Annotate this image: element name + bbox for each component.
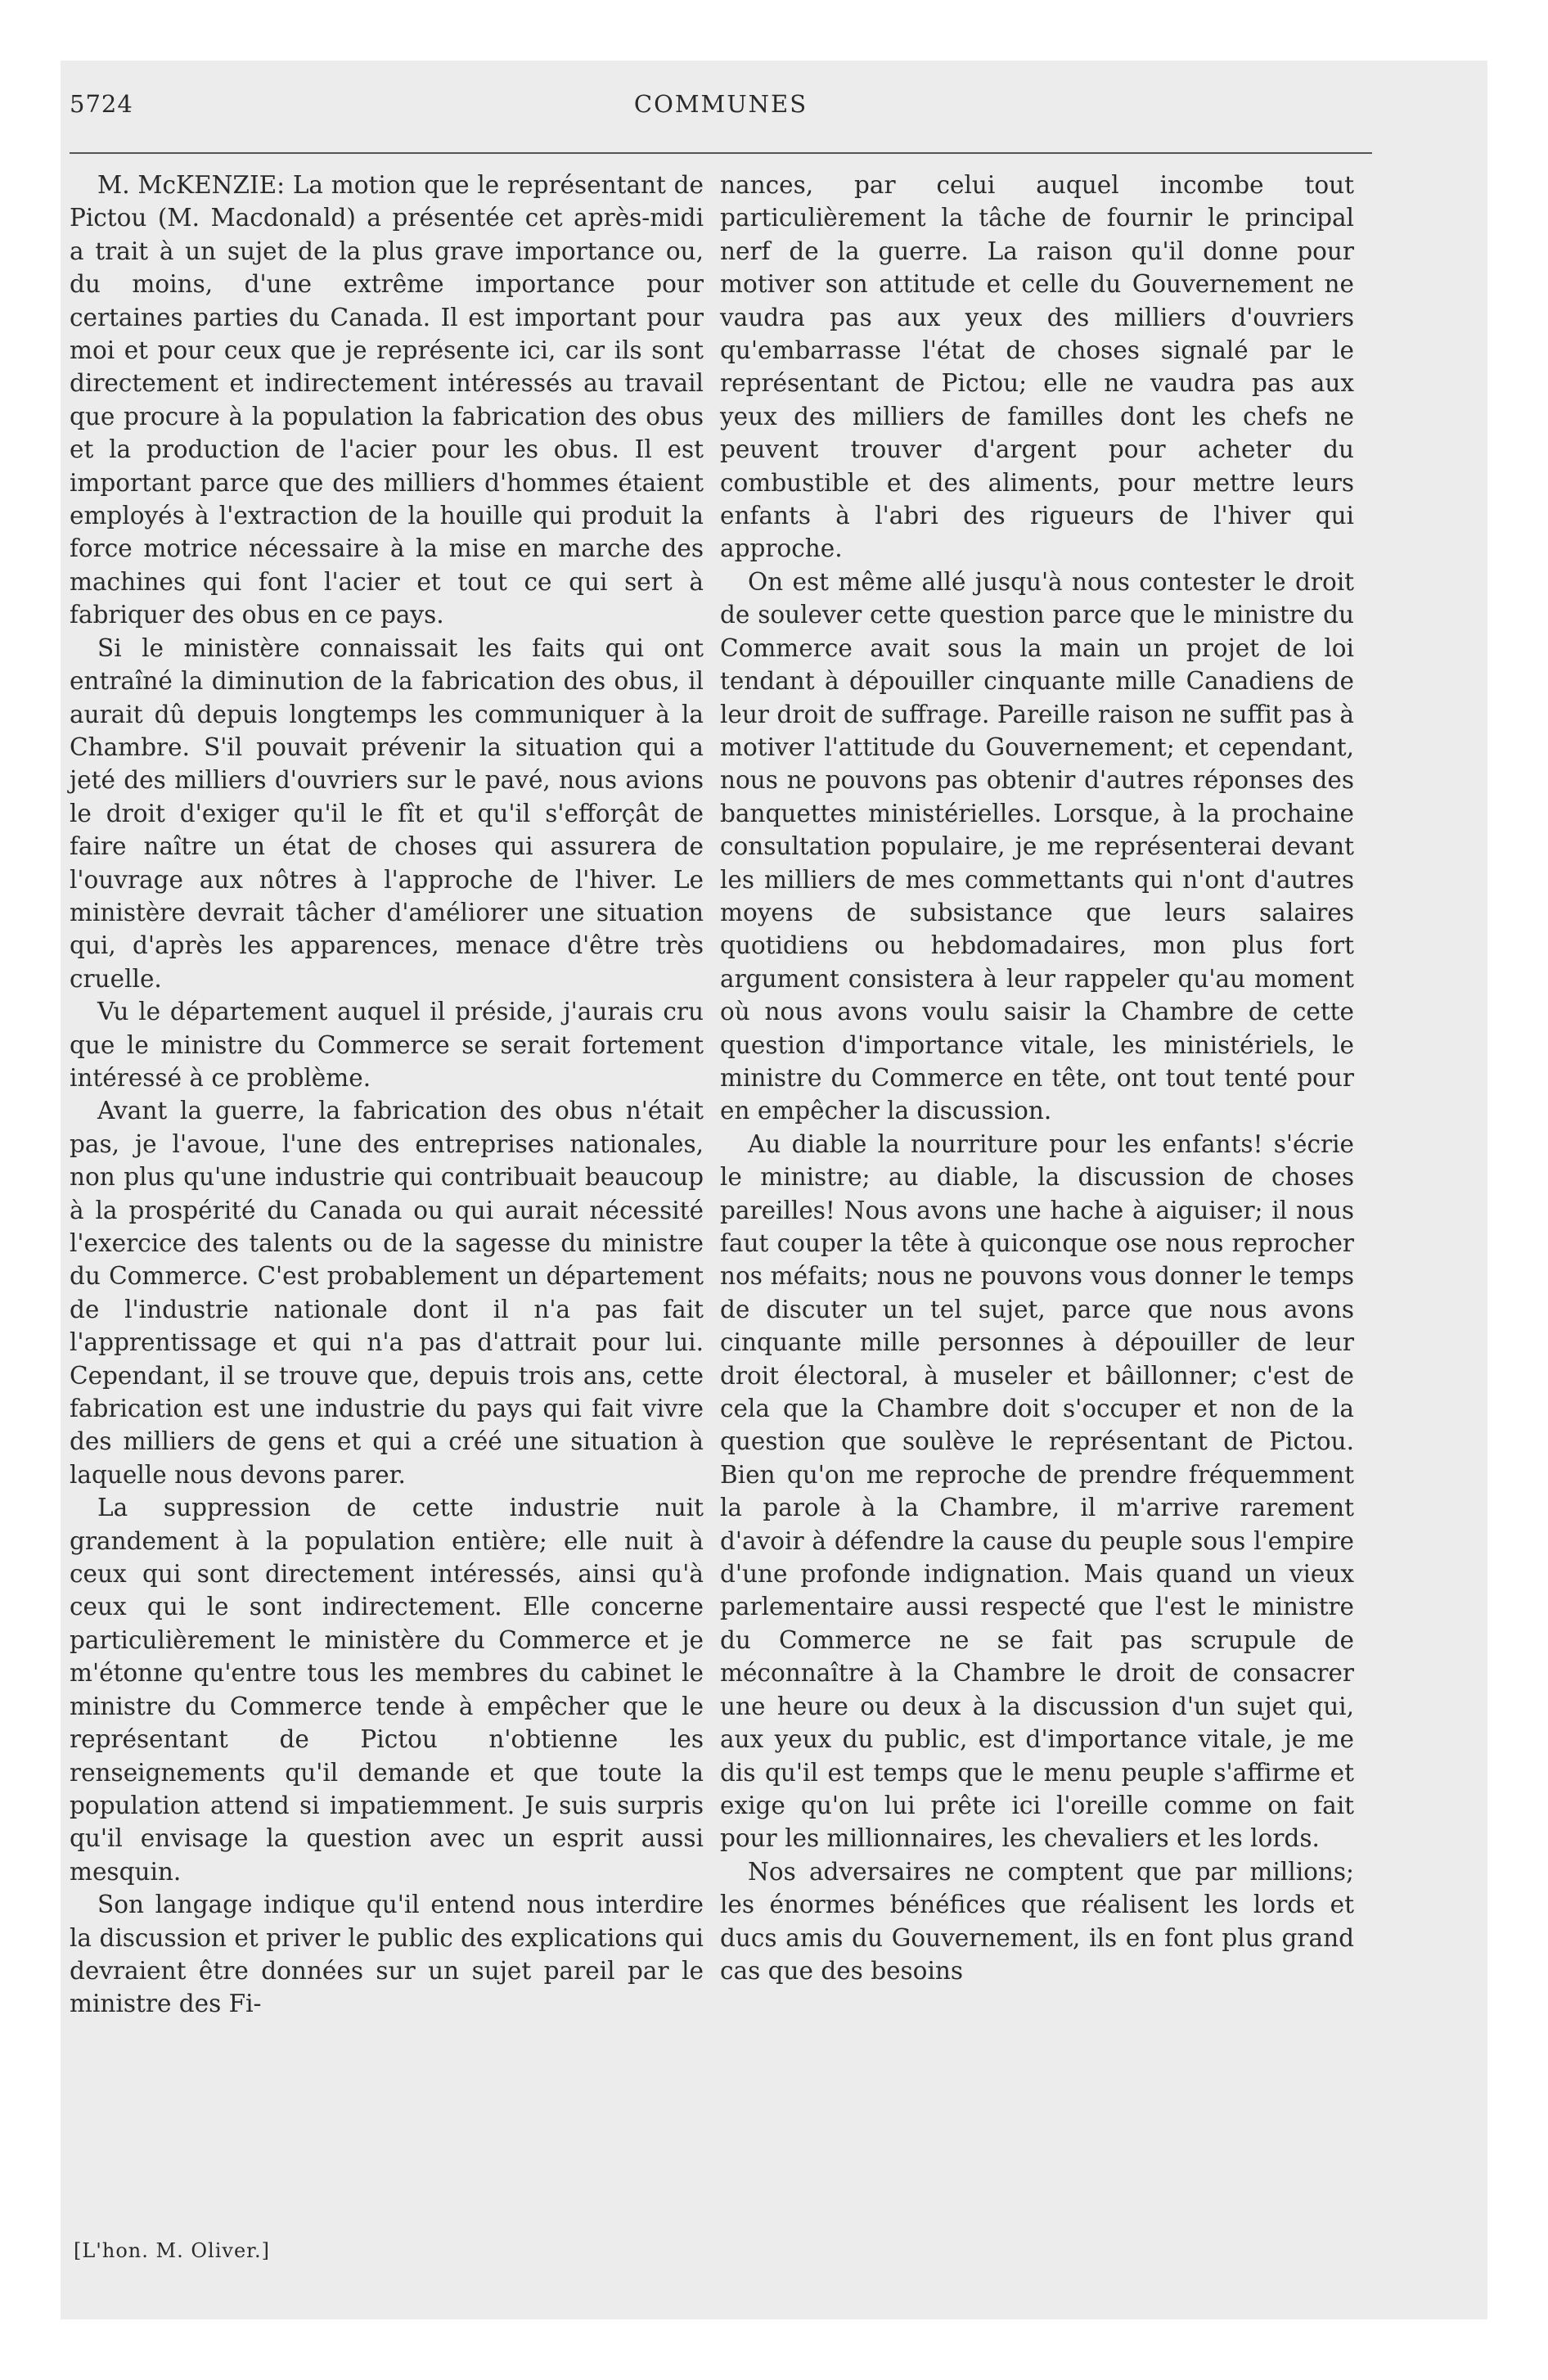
speaker-attribution: [L'hon. M. Oliver.] (74, 2239, 270, 2262)
paragraph: Nos adversaires ne comptent que par millions; les énormes bénéfices que réalisent les lords et ducs amis du Gouvernement, ils en font plus grand cas que des besoins (720, 1857, 1354, 1985)
paragraph: La suppression de cette industrie nuit grandement à la population entière; elle nuit à ceux qui sont directement intéressés, ainsi qu'à ceux qui le sont indirectement. Elle concerne particulièrement le ministère du Commerce et je m'étonne qu'entre tous les membres du cabinet le ministre du Commerce tende à empêcher que le représentant de Pictou n'obtienne les renseignements qu'il demande et que toute la population attend si impatiemment. Je suis surpris qu'il envisage la question avec un esprit aussi mesquin. (70, 1494, 704, 1886)
header-rule (70, 152, 1372, 154)
paragraph: Son langage indique qu'il entend nous interdire la discussion et priver le public des explications qui devraient être données sur un sujet pareil par le ministre des Fi- (70, 1891, 704, 2018)
paragraph: Avant la guerre, la fabrication des obus n'était pas, je l'avoue, l'une des entreprises nationales, non plus qu'une industrie qui contribuait beaucoup à la prospérité du Canada ou qui aurait nécessité l'exercice des talents ou de la sagesse du ministre du Commerce. C'est probablement un département de l'industrie nationale dont il n'a pas fait l'apprentissage et qui n'a pas d'attrait pour lui. Cependant, il se trouve que, depuis trois ans, cette fabrication est une industrie du pays qui fait vivre des milliers de gens et qui a créé une situation à laquelle nous devons parer. (70, 1097, 704, 1489)
running-head: COMMUNES (633, 90, 808, 118)
page-header (70, 90, 1372, 131)
paragraph-continuation: nances, par celui auquel incombe tout particulièrement la tâche de fournir le principal nerf de la guerre. La raison qu'il donne pour motiver son attitude et celle du Gouvernement ne vaudra pas aux yeux des milliers d'ouvriers qu'embarrasse l'état de choses signalé par le représentant de Pictou; elle ne vaudra pas aux yeux des milliers de familles dont les chefs ne peuvent trouver d'argent pour acheter du combustible et des aliments, pour mettre leurs enfants à l'abri des rigueurs de l'hiver qui approche. (720, 171, 1354, 563)
page-number: 5724 (70, 90, 133, 118)
right-column (720, 169, 1354, 1987)
paragraph: Si le ministère connaissait les faits qui ont entraîné la diminution de la fabrication des obus, il aurait dû depuis longtemps les communiquer à la Chambre. S'il pouvait prévenir la situation qui a jeté des milliers d'ouvriers sur le pavé, nous avions le droit d'exiger qu'il le fît et qu'il s'efforçât de faire naître un état de choses qui assurera de l'ouvrage aux nôtres à l'approche de l'hiver. Le ministère devrait tâcher d'améliorer une situation qui, d'après les apparences, menace d'être très cruelle. (70, 633, 704, 993)
paragraph: Vu le département auquel il préside, j'aurais cru que le ministre du Commerce se serait fortement intéressé à ce problème. (70, 998, 704, 1092)
paragraph: Au diable la nourriture pour les enfants! s'écrie le ministre; au diable, la discussion de choses pareilles! Nous avons une hache à aiguiser; il nous faut couper la tête à quiconque ose nous reprocher nos méfaits; nous ne pouvons vous donner le temps de discuter un tel sujet, parce que nous avons cinquante mille personnes à dépouiller de leur droit électoral, à museler et bâillonner; c'est de cela que la Chambre doit s'occuper et non de la question que soulève le représentant de Pictou. Bien qu'on me reproche de prendre fréquemment la parole à la Chambre, il m'arrive rarement d'avoir à défendre la cause du peuple sous l'empire d'une profonde indignation. Mais quand un vieux parlementaire aussi respecté que l'est le ministre du Commerce ne se fait pas scrupule de méconnaître à la Chambre le droit de consacrer une heure ou deux à la discussion d'un sujet qui, aux yeux du public, est d'importance vitale, je me dis qu'il est temps que le menu peuple s'affirme et exige qu'on lui prête ici l'oreille comme on fait pour les millionnaires, les chevaliers et les lords. (720, 1129, 1354, 1853)
paragraph: M. McKENZIE: La motion que le représentant de Pictou (M. Macdonald) a présentée cet après-midi a trait à un sujet de la plus grave importance ou, du moins, d'une extrême importance pour certaines parties du Canada. Il est important pour moi et pour ceux que je représente ici, car ils sont directement et indirectement intéressés au travail que procure à la population la fabrication des obus et la production de l'acier pour les obus. Il est important parce que des milliers d'hommes étaient employés à l'extraction de la houille qui produit la force motrice nécessaire à la mise en marche des machines qui font l'acier et tout ce qui sert à fabriquer des obus en ce pays. (70, 171, 704, 629)
left-column (70, 169, 704, 2021)
paragraph: On est même allé jusqu'à nous contester le droit de soulever cette question parce que le ministre du Commerce avait sous la main un projet de loi tendant à dépouiller cinquante mille Canadiens de leur droit de suffrage. Pareille raison ne suffit pas à motiver l'attitude du Gouvernement; et cependant, nous ne pouvons pas obtenir d'autres réponses des banquettes ministérielles. Lorsque, à la prochaine consultation populaire, je me représenterai devant les milliers de mes commettants qui n'ont d'autres moyens de subsistance que leurs salaires quotidiens ou hebdomadaires, mon plus fort argument consistera à leur rappeler qu'au moment où nous avons voulu saisir la Chambre de cette question d'importance vitale, les ministériels, le ministre du Commerce en tête, ont tout tenté pour en empêcher la discussion. (720, 567, 1354, 1125)
